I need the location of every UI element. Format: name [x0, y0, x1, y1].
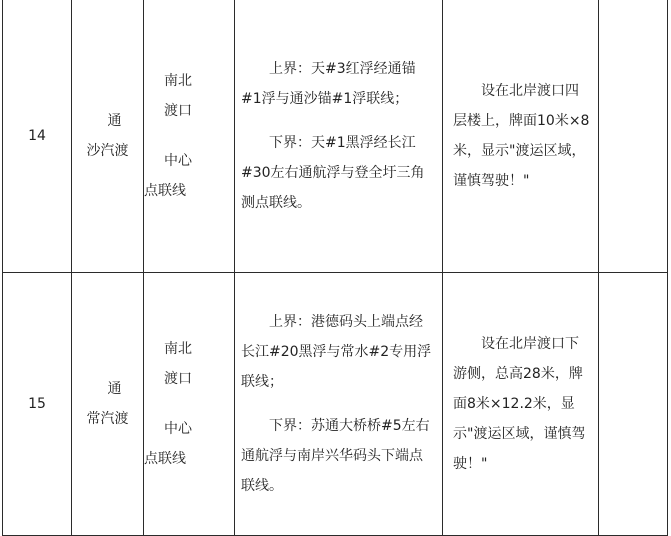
- line-bottom2: 点联线: [144, 451, 186, 467]
- ferry-line-cell: [144, 0, 235, 273]
- ferry-name-line1: 通: [107, 381, 122, 397]
- sign-cell: [443, 273, 599, 536]
- line-top2: 渡口: [164, 103, 192, 119]
- sign-description: 设在北岸渡口下游侧，总高28米，牌面8米×12.2米，显示"渡运区域，谨慎驾驶！": [453, 336, 586, 472]
- sign-cell: [443, 0, 599, 273]
- lower-boundary: 下界：苏通大桥桥#5左右通航浮与南岸兴华码头下端点联线。: [241, 418, 430, 494]
- line-bottom1: 中心: [164, 421, 192, 437]
- line-top1: 南北: [164, 341, 192, 357]
- empty-cell: [599, 273, 668, 536]
- upper-boundary: 上界：天#3红浮经通锚#1浮与通沙锚#1浮联线；: [241, 61, 416, 107]
- ferry-name-cell: [72, 273, 144, 536]
- line-bottom1: 中心: [164, 153, 192, 169]
- ferry-zone-table: [2, 0, 668, 536]
- row-number: 14: [3, 0, 72, 273]
- line-bottom2: 点联线: [144, 183, 186, 199]
- boundary-cell: [235, 0, 443, 273]
- empty-cell: [599, 0, 668, 273]
- line-top1: 南北: [164, 73, 192, 89]
- ferry-name-line1: 通: [107, 113, 122, 129]
- ferry-name-line2: 常汽渡: [86, 411, 129, 427]
- sign-description: 设在北岸渡口四层楼上，牌面10米×8米，显示"渡运区域，谨慎驾驶！": [453, 83, 590, 189]
- ferry-name-cell: [72, 0, 144, 273]
- boundary-cell: [235, 273, 443, 536]
- ferry-name-line2: 沙汽渡: [86, 143, 129, 159]
- line-top2: 渡口: [164, 371, 192, 387]
- table-row: [3, 0, 668, 273]
- ferry-line-cell: [144, 273, 235, 536]
- row-number: 15: [3, 273, 72, 536]
- upper-boundary: 上界：港德码头上端点经长江#20黑浮与常水#2专用浮联线；: [241, 314, 432, 390]
- lower-boundary: 下界：天#1黑浮经长江#30左右通航浮与登全圩三角测点联线。: [241, 135, 425, 211]
- table-row: [3, 273, 668, 536]
